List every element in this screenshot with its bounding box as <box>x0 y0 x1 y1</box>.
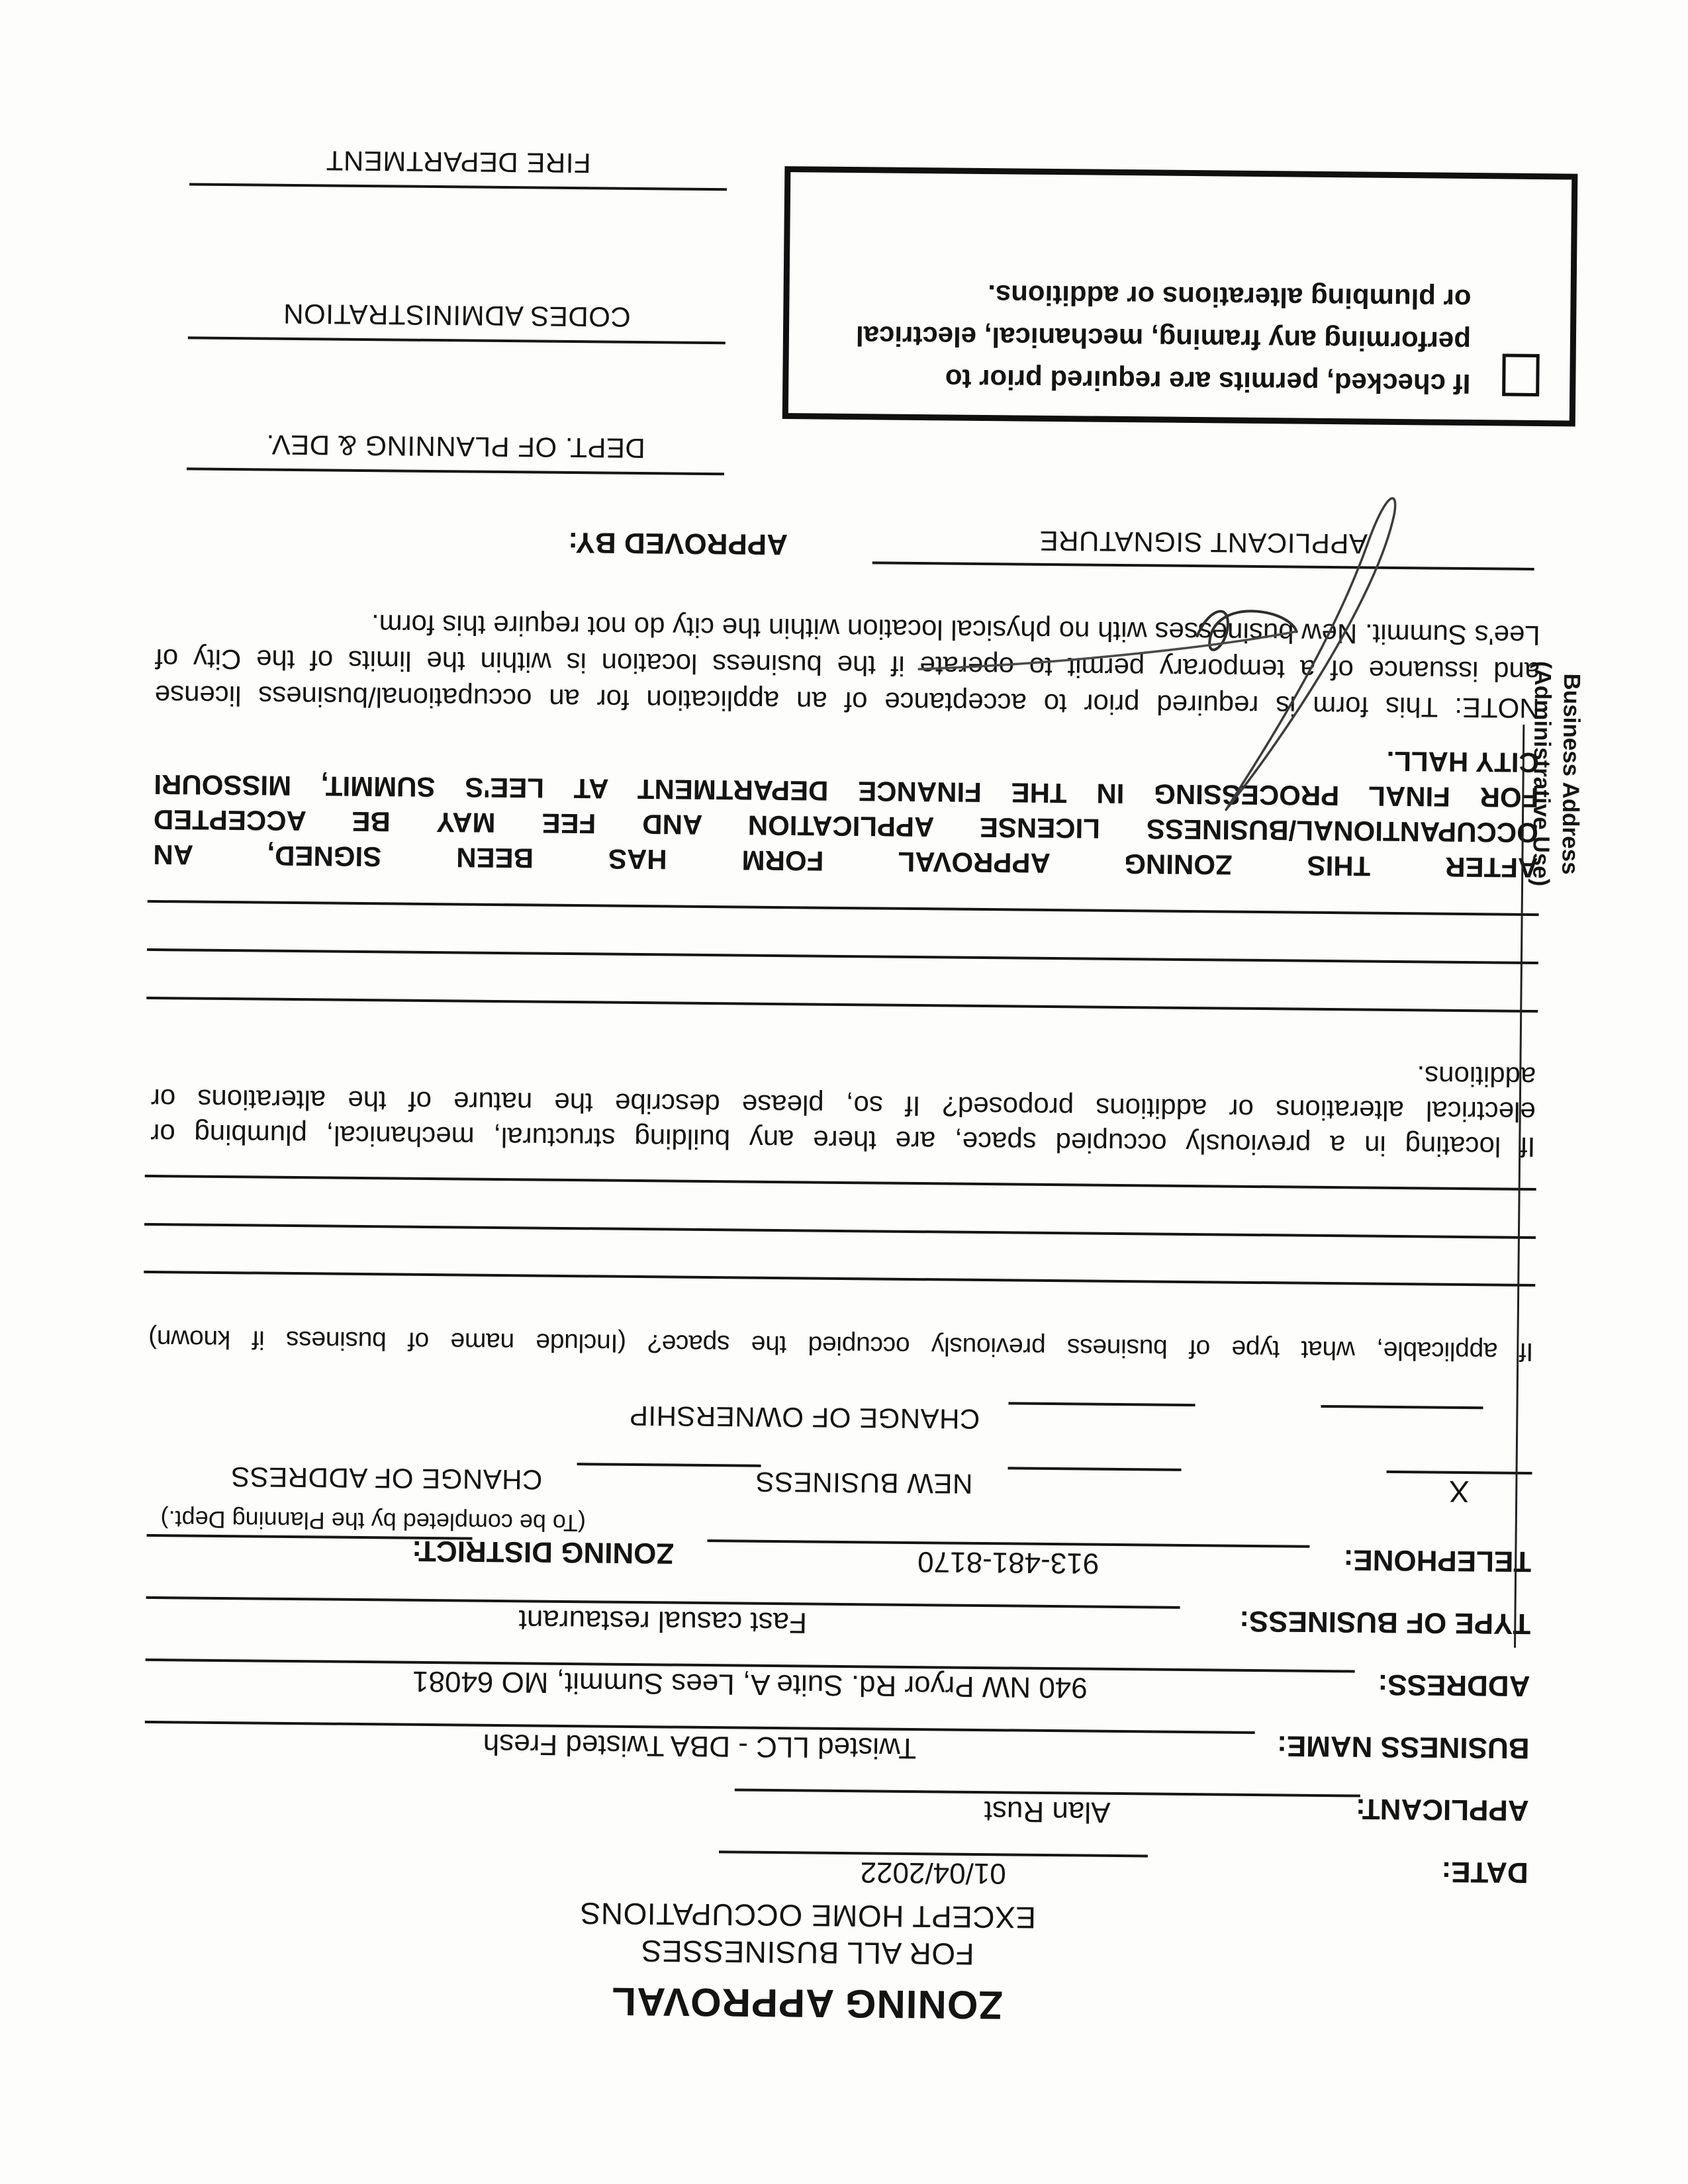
after-notice-line: CITY HALL. <box>1386 745 1540 779</box>
after-notice-line: FOR FINAL PROCESSING IN THE FINANCE DEPARTMENT AT LEE'S SUMMIT, MISSOURI <box>154 768 1539 814</box>
zoning-district-caption: (To be completed by the Planning Dept.) <box>160 1506 586 1537</box>
codes-label: CODES ADMINISTRATION <box>283 298 631 333</box>
telephone-value: 913-481-8170 <box>707 1539 1310 1585</box>
applicant-label: APPLICANT: <box>1355 1792 1529 1827</box>
zoning-district-label: ZONING DISTRICT: <box>412 1534 675 1570</box>
applicant-value: Alan Rust <box>734 1788 1360 1834</box>
fire-label: FIRE DEPARTMENT <box>326 145 591 179</box>
new-business-label: NEW BUSINESS <box>755 1466 973 1500</box>
permits-notice-text: If checked, permits are required prior to performing any framing, mechanical, electrical or plumbing alterations or additions. <box>855 279 1472 400</box>
alterations-line: additions. <box>1417 1060 1536 1093</box>
date-label: DATE: <box>1441 1855 1528 1889</box>
address-value: 940 NW Pryor Rd. Suite A, Lees Summit, MO 64081 <box>145 1659 1354 1710</box>
approved-by-label: APPROVED BY: <box>568 525 788 561</box>
x-mark: X <box>1448 1474 1470 1510</box>
note-line: NOTE: This form is required prior to acceptance of an application for an occupational/business license <box>154 679 1540 725</box>
telephone-label: TELEPHONE: <box>1343 1543 1532 1578</box>
planning-label: DEPT. OF PLANNING & DEV. <box>265 429 646 465</box>
business-name-value: Twisted LLC - DBA Twisted Fresh <box>144 1721 1254 1771</box>
business-name-label: BUSINESS NAME: <box>1276 1729 1530 1764</box>
page-subtitle-1: FOR ALL BUSINESSES <box>641 1934 974 1972</box>
alterations-line: electrical alterations or additions proposed? If so, please describe the nature of the alterations or <box>150 1083 1536 1128</box>
previous-business-question: If applicable, what type of business previously occupied the space? (Include name of business if known) <box>148 1324 1534 1367</box>
change-of-address-label: CHANGE OF ADDRESS <box>230 1461 543 1496</box>
note-line: and issuance of a temporary permit to operate if the business location is within the limits of the City of <box>155 643 1540 688</box>
alterations-line: If locating in a previously occupied space, are there any building structural, mechanical, plumbing or <box>150 1118 1536 1163</box>
change-of-ownership-label: CHANGE OF OWNERSHIP <box>629 1400 980 1435</box>
note-line: Lee's Summit. New businesses with no physical location within the city do not require this form. <box>371 609 1540 652</box>
signature-tail-stroke <box>919 628 1295 672</box>
sidebar-line-2: (Administrative Use) <box>1528 660 1556 887</box>
after-notice-line: AFTER THIS ZONING APPROVAL FORM HAS BEEN SIGNED, AN <box>153 839 1538 884</box>
page-subtitle-2: EXCEPT HOME OCCUPATIONS <box>579 1896 1037 1935</box>
page-title: ZONING APPROVAL <box>611 1979 1004 2028</box>
date-value: 01/04/2022 <box>718 1850 1148 1894</box>
applicant-signature-label: APPLICANT SIGNATURE <box>1039 525 1368 560</box>
sidebar-line-1: Business Address <box>1557 673 1585 875</box>
signature-loop-stroke <box>1226 496 1395 811</box>
type-of-business-label: TYPE OF BUSINESS: <box>1239 1604 1531 1640</box>
after-notice-line: OCCUPANTIONAL/BUSINESS LICENSE APPLICATION AND FEE MAY BE ACCEPTED <box>153 803 1539 849</box>
type-of-business-value: Fast casual restaurant <box>146 1596 1180 1646</box>
address-label: ADDRESS: <box>1378 1668 1530 1702</box>
